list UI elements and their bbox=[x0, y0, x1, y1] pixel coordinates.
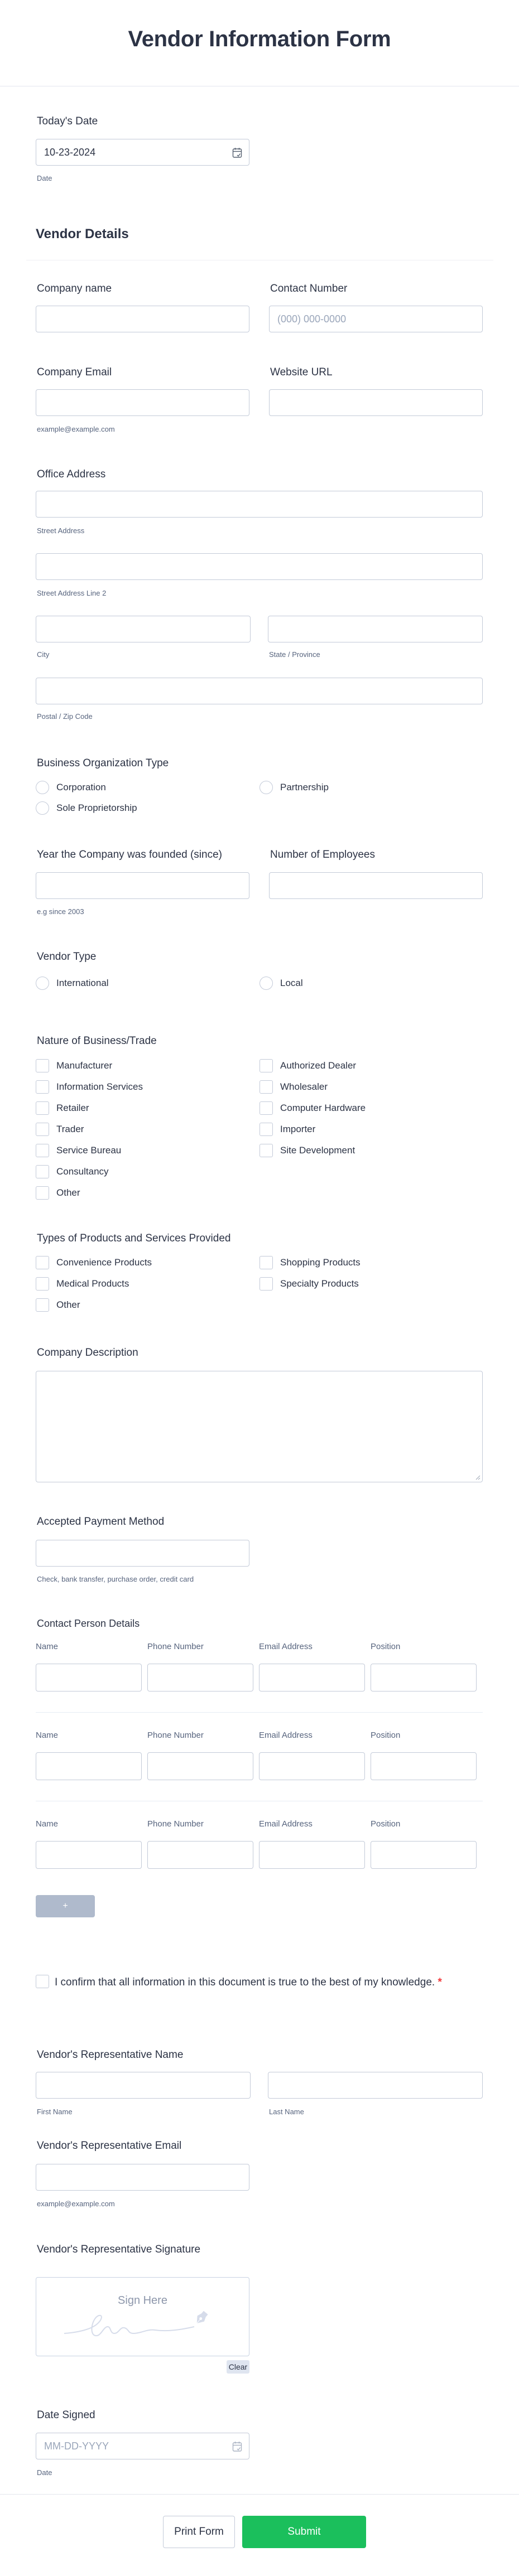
checkbox[interactable] bbox=[36, 1123, 49, 1136]
payment-method-label: Accepted Payment Method bbox=[37, 1516, 165, 1528]
street-address-sublabel: Street Address bbox=[37, 526, 85, 535]
contact-cell-input[interactable] bbox=[36, 1664, 142, 1691]
year-founded-input[interactable] bbox=[36, 872, 249, 899]
contact-cell-input[interactable] bbox=[371, 1841, 477, 1869]
checkbox[interactable] bbox=[260, 1256, 273, 1269]
checkbox-label: Convenience Products bbox=[56, 1257, 152, 1268]
rep-email-sublabel: example@example.com bbox=[37, 2200, 115, 2208]
date-signed-input[interactable] bbox=[36, 2433, 249, 2459]
resize-handle-icon[interactable] bbox=[475, 1475, 480, 1480]
year-founded-sublabel: e.g since 2003 bbox=[37, 907, 84, 916]
checkbox-option[interactable] bbox=[36, 1298, 80, 1312]
row-divider bbox=[36, 1712, 483, 1713]
contact-cell-input[interactable] bbox=[147, 1841, 253, 1869]
zip-code-sublabel: Postal / Zip Code bbox=[37, 712, 93, 721]
todays-date-sublabel: Date bbox=[37, 174, 52, 182]
contact-number-placeholder: (000) 000-0000 bbox=[277, 313, 347, 325]
company-name-label: Company name bbox=[37, 283, 112, 294]
vendor-details-heading: Vendor Details bbox=[36, 226, 129, 241]
radio-label: Corporation bbox=[56, 782, 106, 792]
confirm-text: I confirm that all information in this document is true to the best of my knowledge. bbox=[55, 1976, 435, 1988]
contact-cell-input[interactable] bbox=[259, 1841, 365, 1869]
column-label: Phone Number bbox=[147, 1819, 204, 1829]
nature-of-business-label: Nature of Business/Trade bbox=[37, 1035, 157, 1047]
checkbox-label: Consultancy bbox=[56, 1166, 109, 1177]
sign-here-prompt: Sign Here bbox=[118, 2294, 167, 2307]
checkbox-label: Authorized Dealer bbox=[280, 1060, 357, 1071]
checkbox-label: Specialty Products bbox=[280, 1278, 359, 1289]
rep-name-label: Vendor's Representative Name bbox=[37, 2049, 184, 2061]
checkbox-option[interactable] bbox=[36, 1256, 152, 1269]
rep-email-input[interactable] bbox=[36, 2164, 249, 2191]
contact-persons-label: Contact Person Details bbox=[37, 1618, 140, 1629]
checkbox-label: Manufacturer bbox=[56, 1060, 113, 1071]
signature-pad[interactable] bbox=[36, 2277, 249, 2356]
city-input[interactable] bbox=[36, 616, 251, 642]
confirm-checkbox-row[interactable] bbox=[36, 1974, 449, 1991]
radio-button[interactable] bbox=[260, 781, 273, 794]
checkbox-label: Computer Hardware bbox=[280, 1103, 366, 1113]
payment-method-sublabel: Check, bank transfer, purchase order, credit card bbox=[37, 1575, 194, 1583]
checkbox-option[interactable] bbox=[36, 1059, 112, 1072]
rep-last-name-input[interactable] bbox=[268, 2072, 483, 2099]
checkbox-label: Other bbox=[56, 1187, 80, 1198]
radio-label: Sole Proprietorship bbox=[56, 803, 137, 813]
checkbox[interactable] bbox=[260, 1144, 273, 1157]
vendor-type-label: Vendor Type bbox=[37, 951, 97, 963]
add-contact-row-button[interactable]: + bbox=[36, 1895, 95, 1917]
column-label: Name bbox=[36, 1819, 59, 1829]
contact-cell-input[interactable] bbox=[259, 1752, 365, 1780]
products-services-label: Types of Products and Services Provided bbox=[37, 1233, 231, 1244]
print-form-button[interactable]: Print Form bbox=[163, 2516, 235, 2548]
contact-cell-input[interactable] bbox=[371, 1664, 477, 1691]
checkbox-option[interactable] bbox=[36, 1165, 109, 1178]
checkbox-label: Retailer bbox=[56, 1103, 89, 1113]
street-address-line2-sublabel: Street Address Line 2 bbox=[37, 589, 107, 597]
todays-date-input[interactable] bbox=[36, 139, 249, 166]
confirm-checkbox[interactable] bbox=[36, 1975, 49, 1988]
checkbox[interactable] bbox=[260, 1080, 273, 1094]
column-label: Name bbox=[36, 1731, 59, 1740]
pen-nib-icon bbox=[194, 2310, 209, 2326]
column-label: Phone Number bbox=[147, 1731, 204, 1740]
radio-button[interactable] bbox=[36, 781, 49, 794]
rep-first-name-sublabel: First Name bbox=[37, 2108, 73, 2116]
calendar-icon[interactable] bbox=[232, 2441, 242, 2452]
radio-corporation[interactable] bbox=[36, 781, 106, 794]
street-address-input[interactable] bbox=[36, 491, 483, 518]
business-org-type-label: Business Organization Type bbox=[37, 757, 169, 769]
company-email-label: Company Email bbox=[37, 366, 112, 378]
checkbox-label: Shopping Products bbox=[280, 1257, 361, 1268]
rep-signature-label: Vendor's Representative Signature bbox=[37, 2244, 201, 2255]
website-url-label: Website URL bbox=[270, 366, 333, 378]
checkbox-option[interactable] bbox=[260, 1123, 315, 1136]
contact-number-label: Contact Number bbox=[270, 283, 348, 294]
checkbox-option[interactable] bbox=[260, 1256, 361, 1269]
column-label: Position bbox=[371, 1819, 401, 1829]
rep-email-label: Vendor's Representative Email bbox=[37, 2140, 182, 2152]
company-description-textarea[interactable] bbox=[36, 1371, 483, 1482]
contact-cell-input[interactable] bbox=[36, 1752, 142, 1780]
checkbox[interactable] bbox=[36, 1277, 49, 1291]
state-input[interactable] bbox=[268, 616, 483, 642]
checkbox[interactable] bbox=[260, 1101, 273, 1115]
company-email-sublabel: example@example.com bbox=[37, 425, 115, 433]
num-employees-label: Number of Employees bbox=[270, 849, 375, 861]
checkbox-label: Medical Products bbox=[56, 1278, 129, 1289]
rep-first-name-input[interactable] bbox=[36, 2072, 251, 2099]
column-label: Email Address bbox=[259, 1819, 313, 1829]
calendar-icon[interactable] bbox=[232, 147, 242, 158]
column-label: Email Address bbox=[259, 1642, 313, 1651]
checkbox-option[interactable] bbox=[36, 1101, 89, 1115]
num-employees-input[interactable] bbox=[269, 872, 483, 899]
checkbox-option[interactable] bbox=[260, 1059, 356, 1072]
column-label: Phone Number bbox=[147, 1642, 204, 1651]
contact-cell-input[interactable] bbox=[147, 1752, 253, 1780]
radio-button[interactable] bbox=[260, 977, 273, 990]
checkbox-label: Wholesaler bbox=[280, 1081, 328, 1092]
checkbox-label: Site Development bbox=[280, 1145, 355, 1156]
column-label: Email Address bbox=[259, 1731, 313, 1740]
contact-number-input[interactable] bbox=[269, 306, 483, 332]
checkbox-option[interactable] bbox=[260, 1101, 366, 1115]
date-signed-placeholder: MM-DD-YYYY bbox=[44, 2440, 109, 2452]
contact-cell-input[interactable] bbox=[147, 1664, 253, 1691]
checkbox[interactable] bbox=[260, 1277, 273, 1291]
website-url-input[interactable] bbox=[269, 389, 483, 416]
clear-signature-button[interactable]: Clear bbox=[227, 2360, 249, 2374]
checkbox[interactable] bbox=[36, 1256, 49, 1269]
todays-date-value: 10-23-2024 bbox=[44, 147, 96, 158]
checkbox[interactable] bbox=[36, 1186, 49, 1200]
radio-button[interactable] bbox=[36, 977, 49, 990]
todays-date-label: Today's Date bbox=[37, 115, 98, 127]
form-title: Vendor Information Form bbox=[128, 27, 391, 51]
payment-method-input[interactable] bbox=[36, 1540, 249, 1567]
state-sublabel: State / Province bbox=[269, 650, 320, 659]
column-label: Name bbox=[36, 1642, 59, 1651]
radio-sole-proprietorship[interactable] bbox=[36, 801, 137, 815]
city-sublabel: City bbox=[37, 650, 50, 659]
radio-international[interactable] bbox=[36, 977, 109, 990]
column-label: Position bbox=[371, 1731, 401, 1740]
checkbox-label: Importer bbox=[280, 1124, 316, 1134]
checkbox[interactable] bbox=[36, 1144, 49, 1157]
checkbox[interactable] bbox=[36, 1080, 49, 1094]
radio-label: Local bbox=[280, 978, 303, 988]
rep-last-name-sublabel: Last Name bbox=[269, 2108, 304, 2116]
company-description-label: Company Description bbox=[37, 1347, 138, 1359]
date-signed-sublabel: Date bbox=[37, 2468, 52, 2477]
checkbox-option[interactable] bbox=[36, 1277, 129, 1291]
checkbox[interactable] bbox=[36, 1059, 49, 1072]
checkbox-option[interactable] bbox=[36, 1080, 143, 1094]
column-label: Position bbox=[371, 1642, 401, 1651]
checkbox-label: Information Services bbox=[56, 1081, 143, 1092]
checkbox[interactable] bbox=[36, 1101, 49, 1115]
radio-local[interactable] bbox=[260, 977, 303, 990]
checkbox-option[interactable] bbox=[36, 1186, 80, 1200]
checkbox-option[interactable] bbox=[260, 1144, 355, 1157]
footer-divider bbox=[0, 2494, 519, 2495]
company-email-input[interactable] bbox=[36, 389, 249, 416]
radio-label: Partnership bbox=[280, 782, 329, 792]
office-address-label: Office Address bbox=[37, 468, 106, 480]
radio-label: International bbox=[56, 978, 109, 988]
checkbox-option[interactable] bbox=[36, 1144, 121, 1157]
contact-cell-input[interactable] bbox=[371, 1752, 477, 1780]
date-signed-label: Date Signed bbox=[37, 2409, 95, 2421]
checkbox[interactable] bbox=[260, 1123, 273, 1136]
radio-button[interactable] bbox=[36, 801, 49, 815]
radio-partnership[interactable] bbox=[260, 781, 329, 794]
checkbox-option[interactable] bbox=[260, 1080, 328, 1094]
required-asterisk: * bbox=[438, 1976, 442, 1988]
company-name-input[interactable] bbox=[36, 306, 249, 332]
checkbox-label: Other bbox=[56, 1299, 80, 1310]
checkbox[interactable] bbox=[36, 1165, 49, 1178]
submit-button[interactable]: Submit bbox=[242, 2516, 366, 2548]
zip-code-input[interactable] bbox=[36, 678, 483, 704]
year-founded-label: Year the Company was founded (since) bbox=[37, 849, 222, 861]
checkbox[interactable] bbox=[260, 1059, 273, 1072]
checkbox-option[interactable] bbox=[36, 1123, 84, 1136]
checkbox-option[interactable] bbox=[260, 1277, 359, 1291]
checkbox-label: Trader bbox=[56, 1124, 84, 1134]
contact-cell-input[interactable] bbox=[259, 1664, 365, 1691]
contact-cell-input[interactable] bbox=[36, 1841, 142, 1869]
street-address-line2-input[interactable] bbox=[36, 553, 483, 580]
checkbox-label: Service Bureau bbox=[56, 1145, 122, 1156]
checkbox[interactable] bbox=[36, 1298, 49, 1312]
